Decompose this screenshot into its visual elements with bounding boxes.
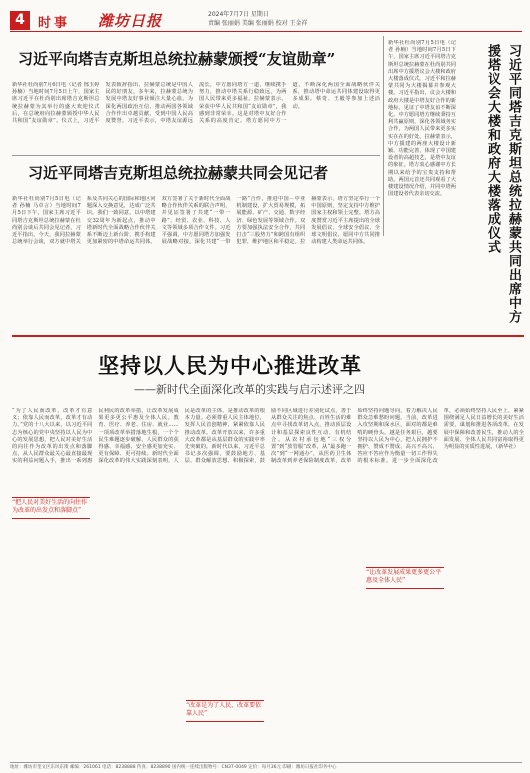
headline-press-meeting: 习近平同塔吉克斯坦总统拉赫蒙共同会见记者	[28, 164, 329, 182]
article-body-friendship-medal: 新华社杜尚别7月6日电（记者 邢玉婷 孙楠）当地时间7月5日上午，国家主席习近平在杜尚别出席塔吉克斯坦总统拉赫蒙为其举行的盛大欢迎仪式后，在总统府向拉赫蒙颁授中华人民共和国“友谊勋章”。仪式上，习近平发表致辞指出，拉赫蒙总统是中国人民的好朋友。多年来，拉赫蒙总统为发展中塔友好事业倾注大量心血，为深化两国政治互信、推动两国各领域合作作出卓越贡献，受到中国人民高度赞誉。习近平表示，中塔友谊源远流长，中方愿同塔方一道，继续携手努力，推动中塔关系行稳致远，为两国人民带来更多福祉。拉赫蒙表示，荣获中华人民共和国“友谊勋章”，我感到非常荣幸。这是对塔中友好合作关系的高度肯定。塔方愿同中方一道，不断深化两国全面战略伙伴关系，推动塔中命运共同体建设取得更多成果。蔡奇、王毅等参加上述活动。	[12, 82, 380, 125]
page-number: 4	[10, 11, 30, 30]
header-meta	[208, 10, 308, 28]
page-header	[10, 9, 522, 32]
headline-ceremony: 习近平同塔吉克斯坦总统拉赫蒙共同出席中方援塔议会大楼和政府大楼落成仪式	[485, 44, 521, 324]
headline-reform: 坚持以人民为中心推进改革	[98, 353, 362, 378]
section-name: 时事	[38, 16, 71, 31]
article-divider	[12, 155, 380, 156]
article-body-press-meeting: 新华社杜尚别7月5日电（记者 孙楠 马卓言）当地时间7月5日下午，国家主席习近平同塔吉克斯坦总统拉赫蒙在杜尚别会谈后共同会见记者。习近平指出，今天，我同拉赫蒙总统举行会谈，双方就中塔关系及共同关心的国际和地区问题深入交换意见，达成广泛共识。我们一致同意，以中塔建交32周年为新起点，推动中塔新时代全面战略合作伙伴关系不断迈上新台阶，携手构建更加紧密的中塔命运共同体。双方签署了关于新时代全面战略合作伙伴关系的联合声明，并见证签署了共建“一带一路”、经贸、农业、科技、人文等领域多项合作文件。习近平强调，中方愿同塔方加强发展战略对接，深化共建“一带一路”合作，推进中国－中亚机制建设，扩大贸易规模，拓展能源、矿产、交通、数字经济、绿色发展等领域合作。双方要加强执法安全合作，共同打击“三股势力”和跨国有组织犯罪，维护地区和平稳定。拉赫蒙表示，塔方坚定奉行一个中国原则，坚定支持中方维护国家主权和领土完整。塔方高度赞赏习近平主席提出的全球发展倡议、全球安全倡议、全球文明倡议，愿同中方共同推动构建人类命运共同体。	[12, 196, 380, 246]
subheadline-reform: ——新时代全面深化改革的实践与启示述评之四	[134, 383, 365, 396]
header-editors: 责编 张丽娟 美编 张丽娟 校对 王金祥	[208, 20, 308, 27]
article-body-ceremony: 新华社杜尚别7月5日电（记者 孙楠）当地时间7月5日下午，国家主席习近平同塔吉克斯坦总统拉赫蒙在杜尚别共同出席中方援塔议会大楼和政府大楼落成仪式。习近平和拉赫蒙共同为大楼揭幕并参观大楼。习近平指出，议会大楼和政府大楼是中塔友好合作的新地标，见证了中塔友谊不断深化。中方愿同塔方继续秉持互利共赢原则，深化各领域务实合作，为两国人民带来更多实实在在的好处。拉赫蒙表示，中方援建的两座大楼设计新颖、功能完善，体现了中国建设者的高超技艺，是塔中友谊的象征。塔方衷心感谢中方长期以来给予的宝贵支持和帮助。两国元首还共同观看了大楼建设情况介绍，并同中塔两国建设者代表亲切交流。	[388, 40, 456, 198]
section-divider	[12, 335, 524, 337]
header-date: 2024年7月7日 星期日	[208, 11, 269, 18]
pull-quote: “改革是为了人民，改革要依靠人民”	[186, 700, 264, 722]
headline-friendship-medal: 习近平向塔吉克斯坦总统拉赫蒙颁授“友谊勋章”	[18, 50, 336, 68]
pull-quote: “把人民对美好生活的向往作为改革的出发点和落脚点”	[12, 497, 90, 519]
pull-quote: “让改革发展成果更多更公平惠及全体人民”	[366, 567, 444, 589]
column-divider	[383, 36, 384, 236]
paper-logo: 潍坊日报	[98, 12, 163, 30]
page-footer: 地址：潍坊市奎文区东风东街 邮编：261061 电话：8238888 传真：8238890 国内统一连续出版物号：CN37-0049 定价：每月36元 印刷：潍坊日报社印务中心	[10, 762, 522, 770]
article-body-reform: “为了人民而改革，改革才有意义；依靠人民而改革，改革才有动力。”党的十八大以来，以习近平同志为核心的党中央坚持以人民为中心的发展思想，把人民对美好生活的向往作为改革的出发点和落脚点，从人民群众最关心最直接最现实的利益问题入手，推出一系列惠民利民的改革举措，让改革发展成果更多更公平惠及全体人民。教育、医疗、养老、住房、就业……一项项改革举措落地生根，一个个民生难题逐步破解，人民群众的获得感、幸福感、安全感更加充实、更有保障、更可持续。新时代全面深化改革的伟大实践深刻表明，人民是改革的主体，是推动改革的根本力量。必须尊重人民主体地位，发挥人民首创精神，紧紧依靠人民推动改革。改革开放以来，许多重大改革都是从基层群众的实践中率先突破的。新时代以来，习近平总书记多次强调，要鼓励地方、基层、群众解放思想、积极探索，鼓励不同区域进行差别化试点，善于从群众关注的焦点、百姓生活的难点中寻找改革切入点，推动顶层设计和基层探索良性互动、有机结合。从农村承包地“三权分置”到“放管服”改革，从“最多跑一次”到“一网通办”，从医药卫生体制改革到养老保险制度改革，改革始终坚持问题导向，着力解决人民群众急难愁盼问题。当前，改革进入攻坚期和深水区，面对的都是难啃的硬骨头。越是任务艰巨，越要坚持以人民为中心，把人民拥护不拥护、赞成不赞成、高兴不高兴、答应不答应作为衡量一切工作得失的根本标准。进一步全面深化改革，必须始终坚持人民至上，紧紧围绕满足人民日益增长的美好生活需要，谋划和推进各项改革，在发展中保障和改善民生，推动人的全面发展、全体人民共同富裕取得更为明显的实质性进展。（新华社）	[12, 408, 524, 465]
